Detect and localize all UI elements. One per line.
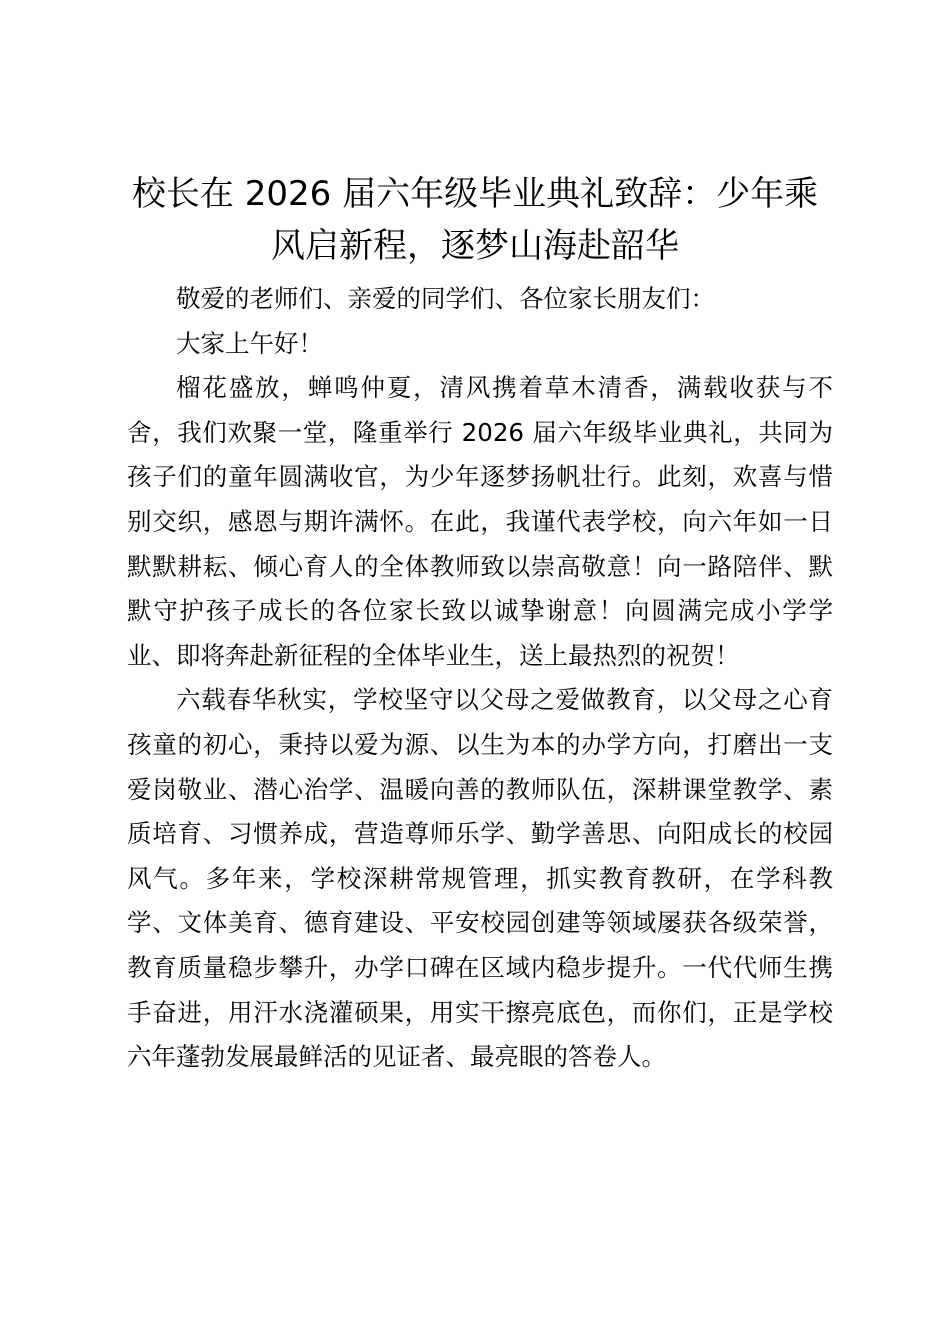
greeting: 大家上午好！ xyxy=(176,328,323,358)
document-title: 校长在 2026 届六年级毕业典礼致辞：少年乘风启新程，逐梦山海赴韶华 xyxy=(131,174,819,266)
body-paragraph: 六载春华秋实，学校坚守以父母之爱做教育，以父母之心育孩童的初心，秉持以爱为源、以生为本的办学方向，打磨出一支爱岗敬业、潜心治学、温暖向善的教师队伍，深耕课堂教学、素质培育、习惯养成，营造尊师乐学、勤学善思、向阳成长的校园风气。多年来，学校深耕常规管理，抓实教育教研，在学科教学、文体美育、德育建设、平安校园创建等领域屡获各级荣誉，教育质量稳步攀升，办学口碑在区域内稳步提升。一代代师生携手奋进，用汗水浇灌硕果，用实干擦亮底色，而你们，正是学校六年蓬勃发展最鲜活的见证者、最亮眼的答卷人。 xyxy=(127,685,833,1072)
salutation: 敬爱的老师们、亲爱的同学们、各位家长朋友们： xyxy=(176,284,715,313)
body-paragraph: 榴花盛放，蝉鸣仲夏，清风携着草木清香，满载收获与不舍，我们欢聚一堂，隆重举行 2026 届六年级毕业典礼，共同为孩子们的童年圆满收官，为少年逐梦扬帆壮行。此刻，欢喜与惜别交织，感恩与期许满怀。在此，我谨代表学校，向六年如一日默默耕耘、倾心育人的全体教师致以崇高敬意！向一路陪伴、默默守护孩子成长的各位家长致以诚挚谢意！向圆满完成小学学业、即将奔赴新征程的全体毕业生，送上最热烈的祝贺！ xyxy=(127,373,833,670)
document-body xyxy=(127,277,833,1080)
